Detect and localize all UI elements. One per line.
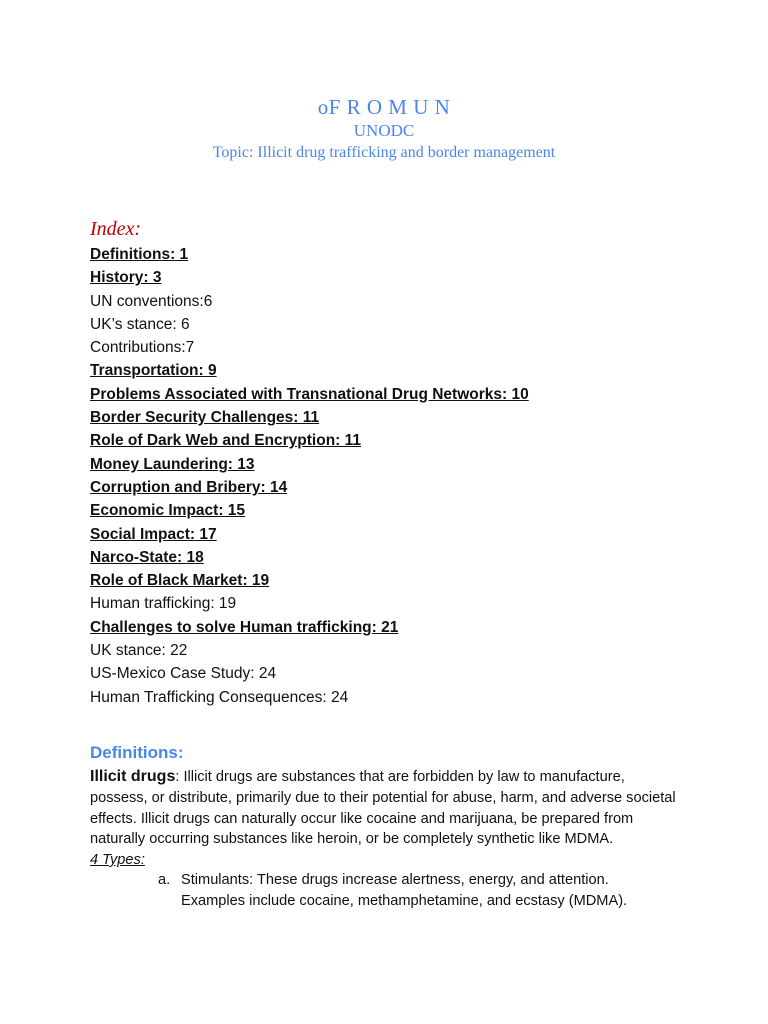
index-item: Social Impact: 17 <box>90 525 217 543</box>
index-item: Contributions:7 <box>90 339 195 357</box>
index-item: Role of Dark Web and Encryption: 11 <box>90 432 362 450</box>
index-item: Challenges to solve Human trafficking: 21 <box>90 618 399 636</box>
type-description: Stimulants: These drugs increase alertness, energy, and attention. Examples include cocaine, methamphetamine, and ecstasy (MDMA). <box>181 872 628 909</box>
type-list-item <box>158 870 658 911</box>
definition-body: : Illicit drugs are substances that are forbidden by law to manufacture, possess, or distribute, primarily due to their potential for abuse, harm, and adverse societal effects. Illicit drugs can naturally occur like cocaine and marijuana, be prepared from naturally occurring substances like heroin, or be completely synthetic like MDMA. <box>90 769 676 848</box>
definitions-heading: Definitions: <box>90 743 184 762</box>
organization-title: oF R O M U N <box>317 95 451 119</box>
index-heading: Index: <box>90 218 142 240</box>
types-label: 4 Types: <box>90 852 145 868</box>
index-item: Economic Impact: 15 <box>90 502 246 520</box>
index-item: Human trafficking: 19 <box>90 595 237 613</box>
index-item: Definitions: 1 <box>90 246 189 263</box>
types-list <box>158 870 658 911</box>
index-item: Role of Black Market: 19 <box>90 572 270 590</box>
index-item: Human Trafficking Consequences: 24 <box>90 688 349 706</box>
index-list <box>90 243 529 709</box>
index-item: Money Laundering: 13 <box>90 455 255 473</box>
index-item: US-Mexico Case Study: 24 <box>90 665 277 683</box>
index-item: Transportation: 9 <box>90 362 217 380</box>
document-header <box>0 94 768 164</box>
committee-name: UNODC <box>353 121 415 140</box>
index-item: UK stance: 22 <box>90 642 188 660</box>
definitions-paragraph <box>90 767 680 850</box>
index-item: UN conventions:6 <box>90 292 213 310</box>
index-item: Corruption and Bribery: 14 <box>90 478 288 496</box>
definition-term: Illicit drugs <box>90 768 176 785</box>
index-item: UK’s stance: 6 <box>90 315 190 333</box>
topic-line: Topic: Illicit drug trafficking and border management <box>212 144 556 161</box>
index-item: History: 3 <box>90 269 162 287</box>
index-item: Narco-State: 18 <box>90 548 204 566</box>
index-item: Border Security Challenges: 11 <box>90 409 320 427</box>
list-marker: a. <box>158 872 171 888</box>
index-item: Problems Associated with Transnational Drug Networks: 10 <box>90 385 529 403</box>
